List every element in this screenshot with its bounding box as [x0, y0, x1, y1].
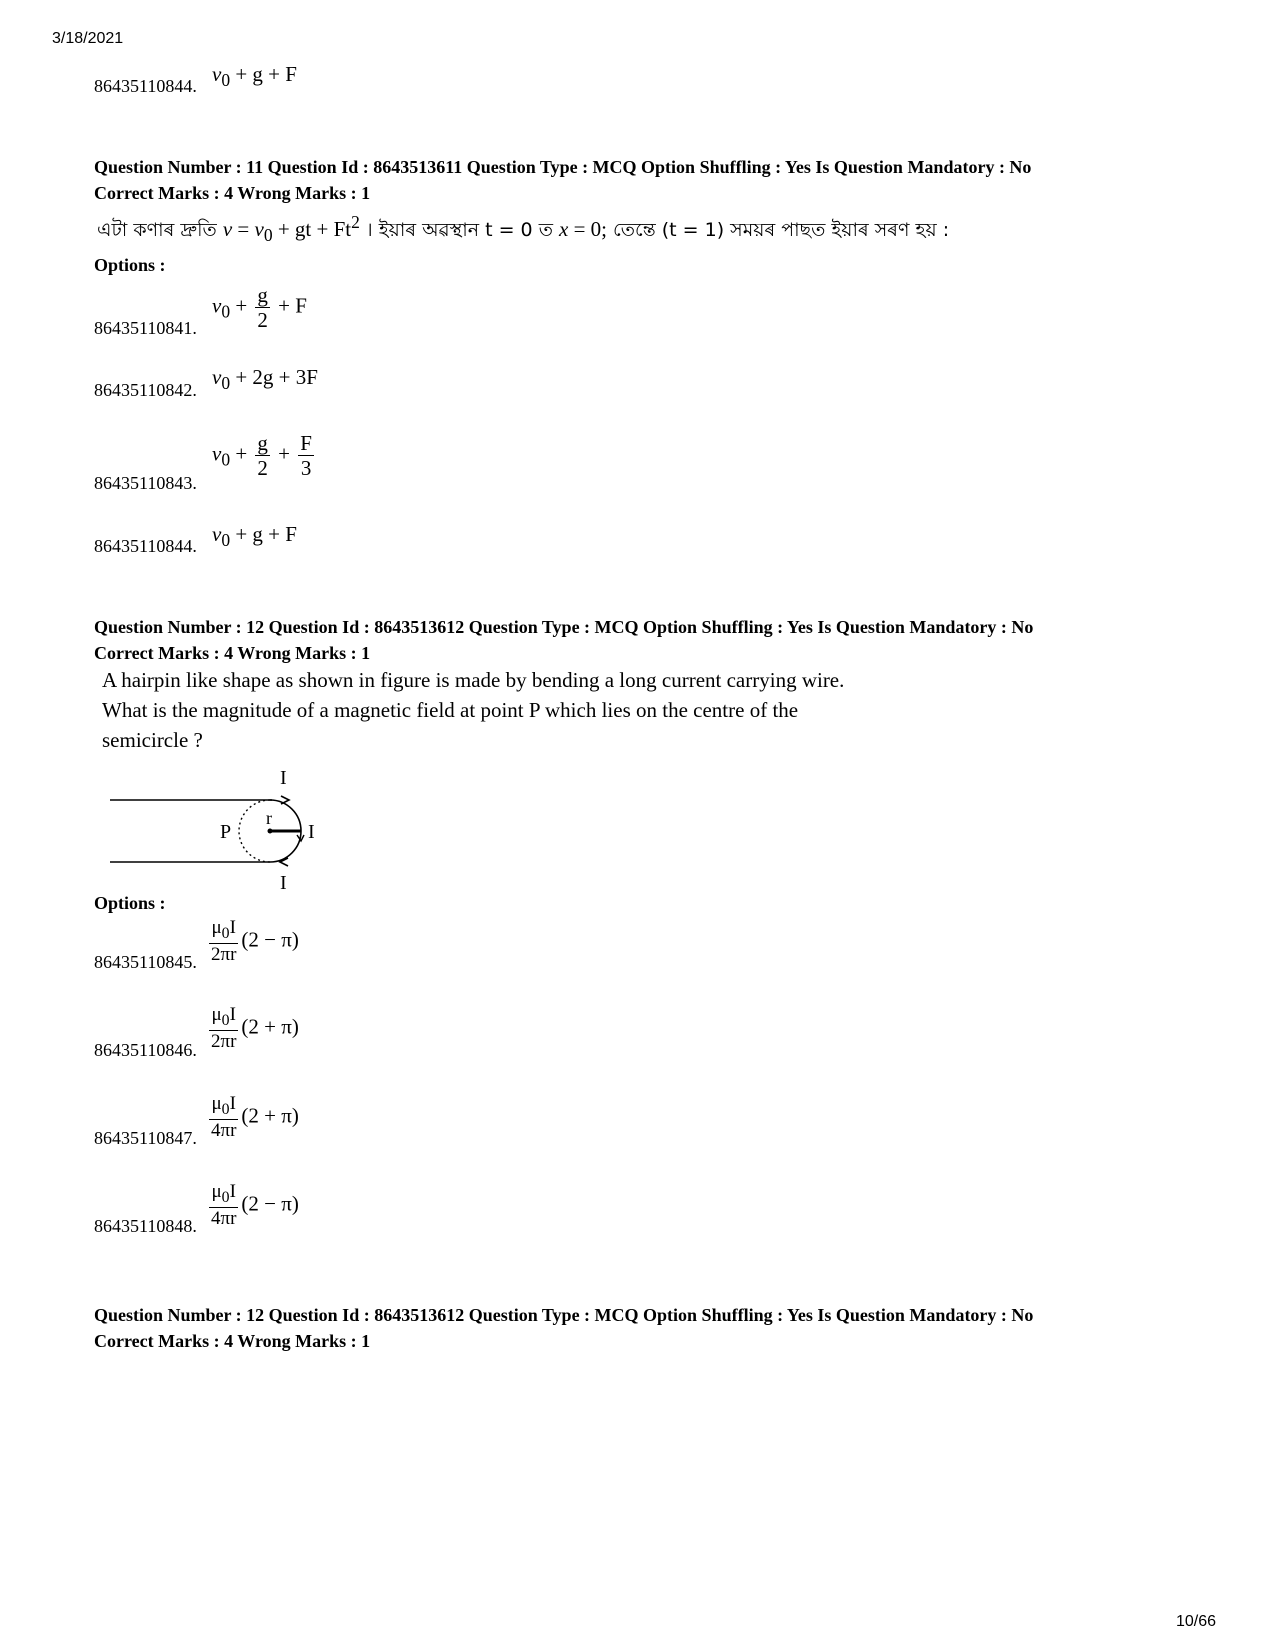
option-id: 86435110843.	[94, 473, 197, 493]
label-radius: r	[266, 808, 272, 828]
question-12-repeat-marks: Correct Marks : 4 Wrong Marks : 1	[94, 1331, 371, 1351]
option-id: 86435110848.	[94, 1216, 197, 1236]
stem-line: semicircle ?	[102, 728, 203, 752]
option-id: 86435110841.	[94, 318, 197, 338]
stem-condition: x = 0;	[558, 217, 607, 241]
stem-line: A hairpin like shape as shown in figure is made by bending a long current carrying wire.	[102, 668, 845, 692]
stem-text-2: । ইয়াৰ অৱস্থান t = 0 ত	[359, 219, 559, 241]
option-id: 86435110846.	[94, 1040, 197, 1060]
option-id: 86435110842.	[94, 380, 197, 400]
option-id: 86435110845.	[94, 952, 197, 972]
label-point-p: P	[220, 821, 232, 843]
option-expression: $\frac{\mu_0I}{4\pi r}$ (2 + π)	[211, 1093, 299, 1142]
option-expression: $v_0$ + $\frac{g}{2}$ + $\frac{F}{3}$	[212, 431, 312, 481]
option-expression: $\frac{\mu_0I}{4\pi r}$ (2 − π)	[211, 1181, 299, 1230]
option-id: 86435110847.	[94, 1128, 197, 1148]
center-point-p	[268, 829, 273, 834]
stem-text-1: এটা কণাৰ দ্ৰুতি	[97, 219, 223, 241]
stem-equation: $v = v_0$ + gt + $Ft^2$	[222, 212, 360, 246]
question-12-repeat-header	[94, 1302, 1214, 1354]
option-expression: $\frac{\mu_0I}{2\pi r}$ (2 + π)	[211, 1004, 299, 1053]
option-expression: $\frac{\mu_0I}{2\pi r}$ (2 − π)	[211, 917, 299, 966]
question-11-marks: Correct Marks : 4 Wrong Marks : 1	[94, 183, 371, 203]
options-label: Options :	[94, 893, 166, 913]
stem-text-3: তেন্তে (t = 1) সময়ৰ পাছত ইয়াৰ সৰণ হয় :	[607, 219, 950, 241]
page-number: 10/66	[1176, 1613, 1217, 1630]
option-expression: $v_0$ + $\frac{g}{2}$ + F	[212, 283, 307, 333]
hairpin-wire-figure	[100, 768, 330, 898]
question-11-stem	[97, 214, 949, 248]
option-expression: $v_0 + 2g + 3F$	[212, 365, 318, 394]
question-11-meta: Question Number : 11 Question Id : 8643513611 Question Type : MCQ Option Shuffling : Yes Is Question Mandatory : No	[94, 157, 1032, 177]
option-expression: $v_0 + g + F$	[212, 522, 297, 551]
label-current-right: I	[308, 821, 315, 843]
label-current-bottom: I	[280, 872, 287, 894]
question-11-header	[94, 154, 1214, 206]
option-id: 86435110844.	[94, 536, 197, 556]
stem-line: What is the magnitude of a magnetic field at point P which lies on the centre of the	[102, 698, 799, 722]
option-expression: $v_0 + g + F$	[212, 62, 297, 91]
question-12-stem	[102, 665, 922, 755]
question-12-meta: Question Number : 12 Question Id : 8643513612 Question Type : MCQ Option Shuffling : Yes Is Question Mandatory : No	[94, 617, 1034, 637]
question-12-marks: Correct Marks : 4 Wrong Marks : 1	[94, 643, 371, 663]
options-label: Options :	[94, 255, 166, 275]
question-12-header	[94, 614, 1214, 666]
question-12-repeat-meta: Question Number : 12 Question Id : 8643513612 Question Type : MCQ Option Shuffling : Yes Is Question Mandatory : No	[94, 1305, 1034, 1325]
label-current-top: I	[280, 768, 287, 789]
print-date: 3/18/2021	[52, 30, 124, 47]
option-id: 86435110844.	[94, 76, 197, 96]
